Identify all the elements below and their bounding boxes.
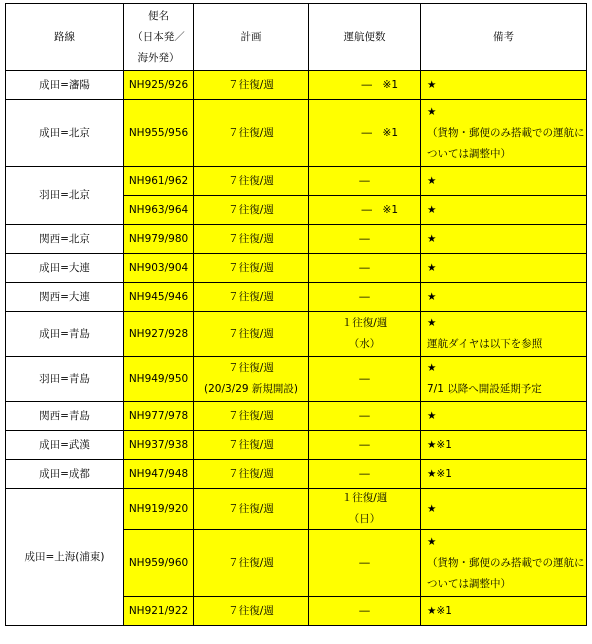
remarks-cell-line: ★ [427, 261, 437, 274]
flight-cell: NH961/962 [124, 167, 194, 196]
remarks-cell-line: ★※1 [427, 438, 452, 451]
plan-cell-line: ７往復/週 [228, 604, 274, 617]
plan-cell [194, 283, 309, 312]
remarks-cell-line: ★ [427, 290, 437, 303]
header-flight [124, 4, 194, 71]
remarks-cell [421, 283, 587, 312]
flight-cell: NH949/950 [124, 357, 194, 402]
plan-cell-line: ７往復/週 [228, 232, 274, 245]
remarks-cell-line: ★ [427, 409, 437, 422]
plan-cell-line: ７往復/週 [228, 78, 274, 91]
remarks-cell-line: ★ [427, 203, 437, 216]
plan-cell [194, 357, 309, 402]
header-flight-line: 便名 [148, 9, 169, 22]
ops-cell [309, 597, 421, 626]
flight-cell: NH979/980 [124, 225, 194, 254]
flight-cell: NH947/948 [124, 460, 194, 489]
ops-cell [309, 283, 421, 312]
ops-cell-line: ― [359, 438, 370, 451]
table-row [6, 167, 587, 196]
ops-cell [309, 254, 421, 283]
remarks-cell [421, 71, 587, 100]
ops-cell-line: （日） [348, 513, 381, 525]
remarks-cell-line: （貨物・郵便のみ搭載での運航に [427, 556, 585, 569]
ops-cell-line: ― [359, 232, 370, 245]
remarks-cell-line: 運航ダイヤは以下を参照 [427, 338, 543, 350]
flight-cell: NH919/920 [124, 489, 194, 530]
plan-cell-line: ７往復/週 [228, 438, 274, 451]
remarks-cell [421, 312, 587, 357]
ops-cell [309, 196, 421, 225]
plan-cell-line: ７往復/週 [228, 327, 274, 340]
plan-cell-line: ７往復/週 [228, 502, 274, 515]
ops-cell [309, 225, 421, 254]
flight-cell: NH927/928 [124, 312, 194, 357]
remarks-cell [421, 489, 587, 530]
ops-cell-line: （水） [348, 338, 381, 350]
flight-cell: NH937/938 [124, 431, 194, 460]
ops-cell-line: ― [359, 409, 370, 422]
remarks-cell [421, 167, 587, 196]
flight-cell: NH959/960 [124, 530, 194, 597]
route-cell: 成田=上海(浦東) [6, 489, 124, 626]
ops-cell-line: ― [359, 261, 370, 274]
ops-cell [309, 71, 421, 100]
plan-cell-line: ７往復/週 [228, 261, 274, 274]
route-cell: 関西=北京 [6, 225, 124, 254]
flight-cell: NH945/946 [124, 283, 194, 312]
plan-cell-line: (20/3/29 新規開設) [203, 383, 298, 395]
ops-cell [309, 357, 421, 402]
remarks-cell [421, 460, 587, 489]
ops-cell-line: ― [359, 556, 370, 569]
ops-cell [309, 431, 421, 460]
flight-cell: NH955/956 [124, 100, 194, 167]
table-row [6, 402, 587, 431]
ops-cell-line: ― [359, 290, 370, 303]
ops-cell [309, 530, 421, 597]
plan-cell-line: ７往復/週 [228, 126, 274, 139]
remarks-cell [421, 597, 587, 626]
remarks-cell [421, 431, 587, 460]
remarks-cell [421, 225, 587, 254]
header-flight-line: 海外発） [137, 51, 180, 64]
flight-cell: NH903/904 [124, 254, 194, 283]
header-row [6, 4, 587, 71]
ops-cell [309, 312, 421, 357]
header-remarks: 備考 [421, 4, 587, 71]
ops-cell-line: ― [359, 372, 370, 385]
ops-cell-line: ― [359, 467, 370, 480]
table-row [6, 254, 587, 283]
ops-cell-line: １往復/週 [341, 492, 388, 504]
plan-cell-line: ７往復/週 [228, 362, 274, 374]
remarks-cell-line: ★ [427, 105, 437, 118]
ops-cell [309, 167, 421, 196]
plan-cell [194, 460, 309, 489]
route-cell: 成田=北京 [6, 100, 124, 167]
ops-cell [309, 460, 421, 489]
flight-cell: NH925/926 [124, 71, 194, 100]
plan-cell [194, 167, 309, 196]
remarks-cell-line: ★ [427, 78, 437, 91]
table-row [6, 71, 587, 100]
flight-schedule-table [5, 3, 587, 626]
route-cell: 成田=大連 [6, 254, 124, 283]
table-row [6, 225, 587, 254]
plan-cell [194, 402, 309, 431]
ops-cell-line: ― ※1 [361, 203, 398, 216]
remarks-cell-line: ★ [427, 362, 437, 374]
remarks-cell-line: ★ [427, 232, 437, 245]
remarks-cell-line: ★ [427, 502, 437, 515]
flight-cell: NH977/978 [124, 402, 194, 431]
header-plan: 計画 [194, 4, 309, 71]
header-route: 路線 [6, 4, 124, 71]
plan-cell-line: ７往復/週 [228, 467, 274, 480]
plan-cell [194, 489, 309, 530]
ops-cell-line: ― ※1 [361, 126, 398, 139]
remarks-cell [421, 530, 587, 597]
table-row [6, 489, 587, 530]
ops-cell [309, 489, 421, 530]
header-ops: 運航便数 [309, 4, 421, 71]
ops-cell [309, 100, 421, 167]
route-cell: 成田=青島 [6, 312, 124, 357]
remarks-cell-line: （貨物・郵便のみ搭載での運航に [427, 126, 585, 139]
ops-cell-line: ― [359, 604, 370, 617]
remarks-cell-line: ★ [427, 535, 437, 548]
remarks-cell [421, 254, 587, 283]
plan-cell [194, 530, 309, 597]
remarks-cell-line: ★ [427, 174, 437, 187]
remarks-cell-line: ★ [427, 317, 437, 329]
plan-cell-line: ７往復/週 [228, 203, 274, 216]
route-cell: 羽田=北京 [6, 167, 124, 225]
route-cell: 成田=成都 [6, 460, 124, 489]
route-cell: 羽田=青島 [6, 357, 124, 402]
plan-cell-line: ７往復/週 [228, 556, 274, 569]
plan-cell [194, 254, 309, 283]
schedule-body [6, 71, 587, 626]
table-row [6, 357, 587, 402]
plan-cell [194, 431, 309, 460]
table-row [6, 431, 587, 460]
plan-cell [194, 71, 309, 100]
plan-cell-line: ７往復/週 [228, 409, 274, 422]
table-row [6, 283, 587, 312]
plan-cell [194, 597, 309, 626]
flight-cell: NH921/922 [124, 597, 194, 626]
remarks-cell [421, 100, 587, 167]
ops-cell-line: ― ※1 [361, 78, 398, 91]
plan-cell [194, 312, 309, 357]
remarks-cell [421, 196, 587, 225]
plan-cell [194, 100, 309, 167]
plan-cell-line: ７往復/週 [228, 174, 274, 187]
flight-cell: NH963/964 [124, 196, 194, 225]
remarks-cell [421, 402, 587, 431]
table-row [6, 312, 587, 357]
route-cell: 成田=武漢 [6, 431, 124, 460]
remarks-cell-line: ★※1 [427, 604, 452, 617]
remarks-cell [421, 357, 587, 402]
remarks-cell-line: ★※1 [427, 467, 452, 480]
table-row [6, 460, 587, 489]
remarks-cell-line: ついては調整中） [427, 577, 511, 590]
remarks-cell-line: ついては調整中） [427, 147, 511, 160]
ops-cell-line: １往復/週 [341, 317, 388, 329]
plan-cell-line: ７往復/週 [228, 290, 274, 303]
table-row [6, 100, 587, 167]
route-cell: 成田=瀋陽 [6, 71, 124, 100]
plan-cell [194, 196, 309, 225]
route-cell: 関西=大連 [6, 283, 124, 312]
remarks-cell-line: 7/1 以降へ開設延期予定 [427, 383, 542, 395]
route-cell: 関西=青島 [6, 402, 124, 431]
plan-cell [194, 225, 309, 254]
header-flight-line: （日本発／ [132, 30, 185, 43]
ops-cell-line: ― [359, 174, 370, 187]
ops-cell [309, 402, 421, 431]
